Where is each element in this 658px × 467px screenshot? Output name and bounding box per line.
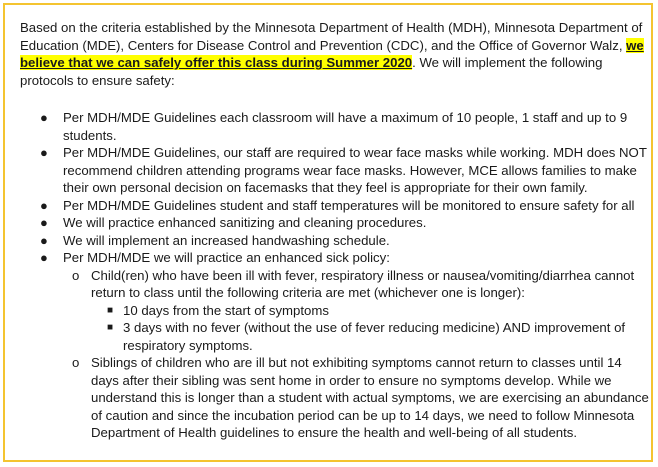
- circle-bullet-icon: o: [72, 267, 80, 283]
- sick-policy-text: Child(ren) who have been ill with fever, respiratory illness or nausea/vomiting/diarrhea cannot return to class until the following criteria are met (whichever one is longer):: [91, 267, 635, 300]
- intro-text: Based on the criteria established by the Minnesota Department of Health (MDH), Minnesota Department of Education (MDE), Centers for Disease Control and Prevention (CDC), and the Office of Governor Walz,: [20, 20, 643, 53]
- square-bullet-icon: ■: [107, 304, 114, 316]
- protocol-item: [20, 144, 650, 197]
- highlighted-statement: we believe that we can safely offer this class during Summer 2020: [20, 37, 644, 70]
- bullet-icon: ●: [40, 145, 48, 160]
- intro-paragraph: [20, 19, 650, 89]
- sick-policy-item: [63, 267, 650, 355]
- protocol-item: [20, 214, 650, 232]
- bullet-icon: ●: [40, 232, 48, 248]
- return-criteria-list: [91, 302, 650, 355]
- document-frame: [3, 3, 653, 462]
- protocol-text: Per MDH/MDE we will practice an enhanced sick policy:: [63, 250, 390, 265]
- protocol-text: Per MDH/MDE Guidelines student and staff temperatures will be monitored to ensure safety for all: [63, 197, 635, 213]
- protocol-item: [20, 197, 650, 215]
- criteria-text: 3 days with no fever (without the use of fever reducing medicine) AND improvement of respiratory symptoms.: [123, 320, 626, 353]
- bullet-icon: ●: [40, 110, 48, 125]
- sick-policy-text: Siblings of children who are ill but not exhibiting symptoms cannot return to classes until 14 days after their sibling was sent home in order to ensure no symptoms develop. While we understand this is longer than a student with actual symptoms, we are exercising an abundance of caution and since the incubation period can be up to 14 days, we need to follow Minnesota Department of Health guidelines to ensure the health and well-being of all students.: [91, 355, 649, 440]
- bullet-icon: ●: [40, 215, 48, 230]
- protocol-text: Per MDH/MDE Guidelines, our staff are required to wear face masks while working. MDH does NOT recommend children attending programs wear face masks. However, MCE allows families to make their own personal decision on facemasks that they feel is appropriate for their own family.: [63, 145, 647, 195]
- bullet-icon: ●: [40, 197, 48, 213]
- criteria-item: [91, 319, 650, 354]
- protocol-text: Per MDH/MDE Guidelines each classroom will have a maximum of 10 people, 1 staff and up to 9 students.: [63, 110, 628, 143]
- document-body: [20, 19, 650, 442]
- square-bullet-icon: ■: [107, 322, 114, 333]
- protocol-item: [20, 249, 650, 442]
- criteria-text: 10 days from the start of symptoms: [123, 302, 329, 318]
- circle-bullet-icon: o: [72, 355, 80, 370]
- protocol-item: [20, 232, 650, 250]
- protocol-text: We will practice enhanced sanitizing and cleaning procedures.: [63, 215, 427, 230]
- protocol-list: [20, 109, 650, 442]
- criteria-item: [91, 302, 650, 320]
- sick-policy-list: [63, 267, 650, 442]
- intro-text-end: . We will implement the following protocols to ensure safety:: [20, 55, 603, 88]
- bullet-icon: ●: [40, 250, 48, 265]
- sick-policy-item: [63, 354, 650, 442]
- protocol-item: [20, 109, 650, 144]
- protocol-text: We will implement an increased handwashing schedule.: [63, 232, 390, 248]
